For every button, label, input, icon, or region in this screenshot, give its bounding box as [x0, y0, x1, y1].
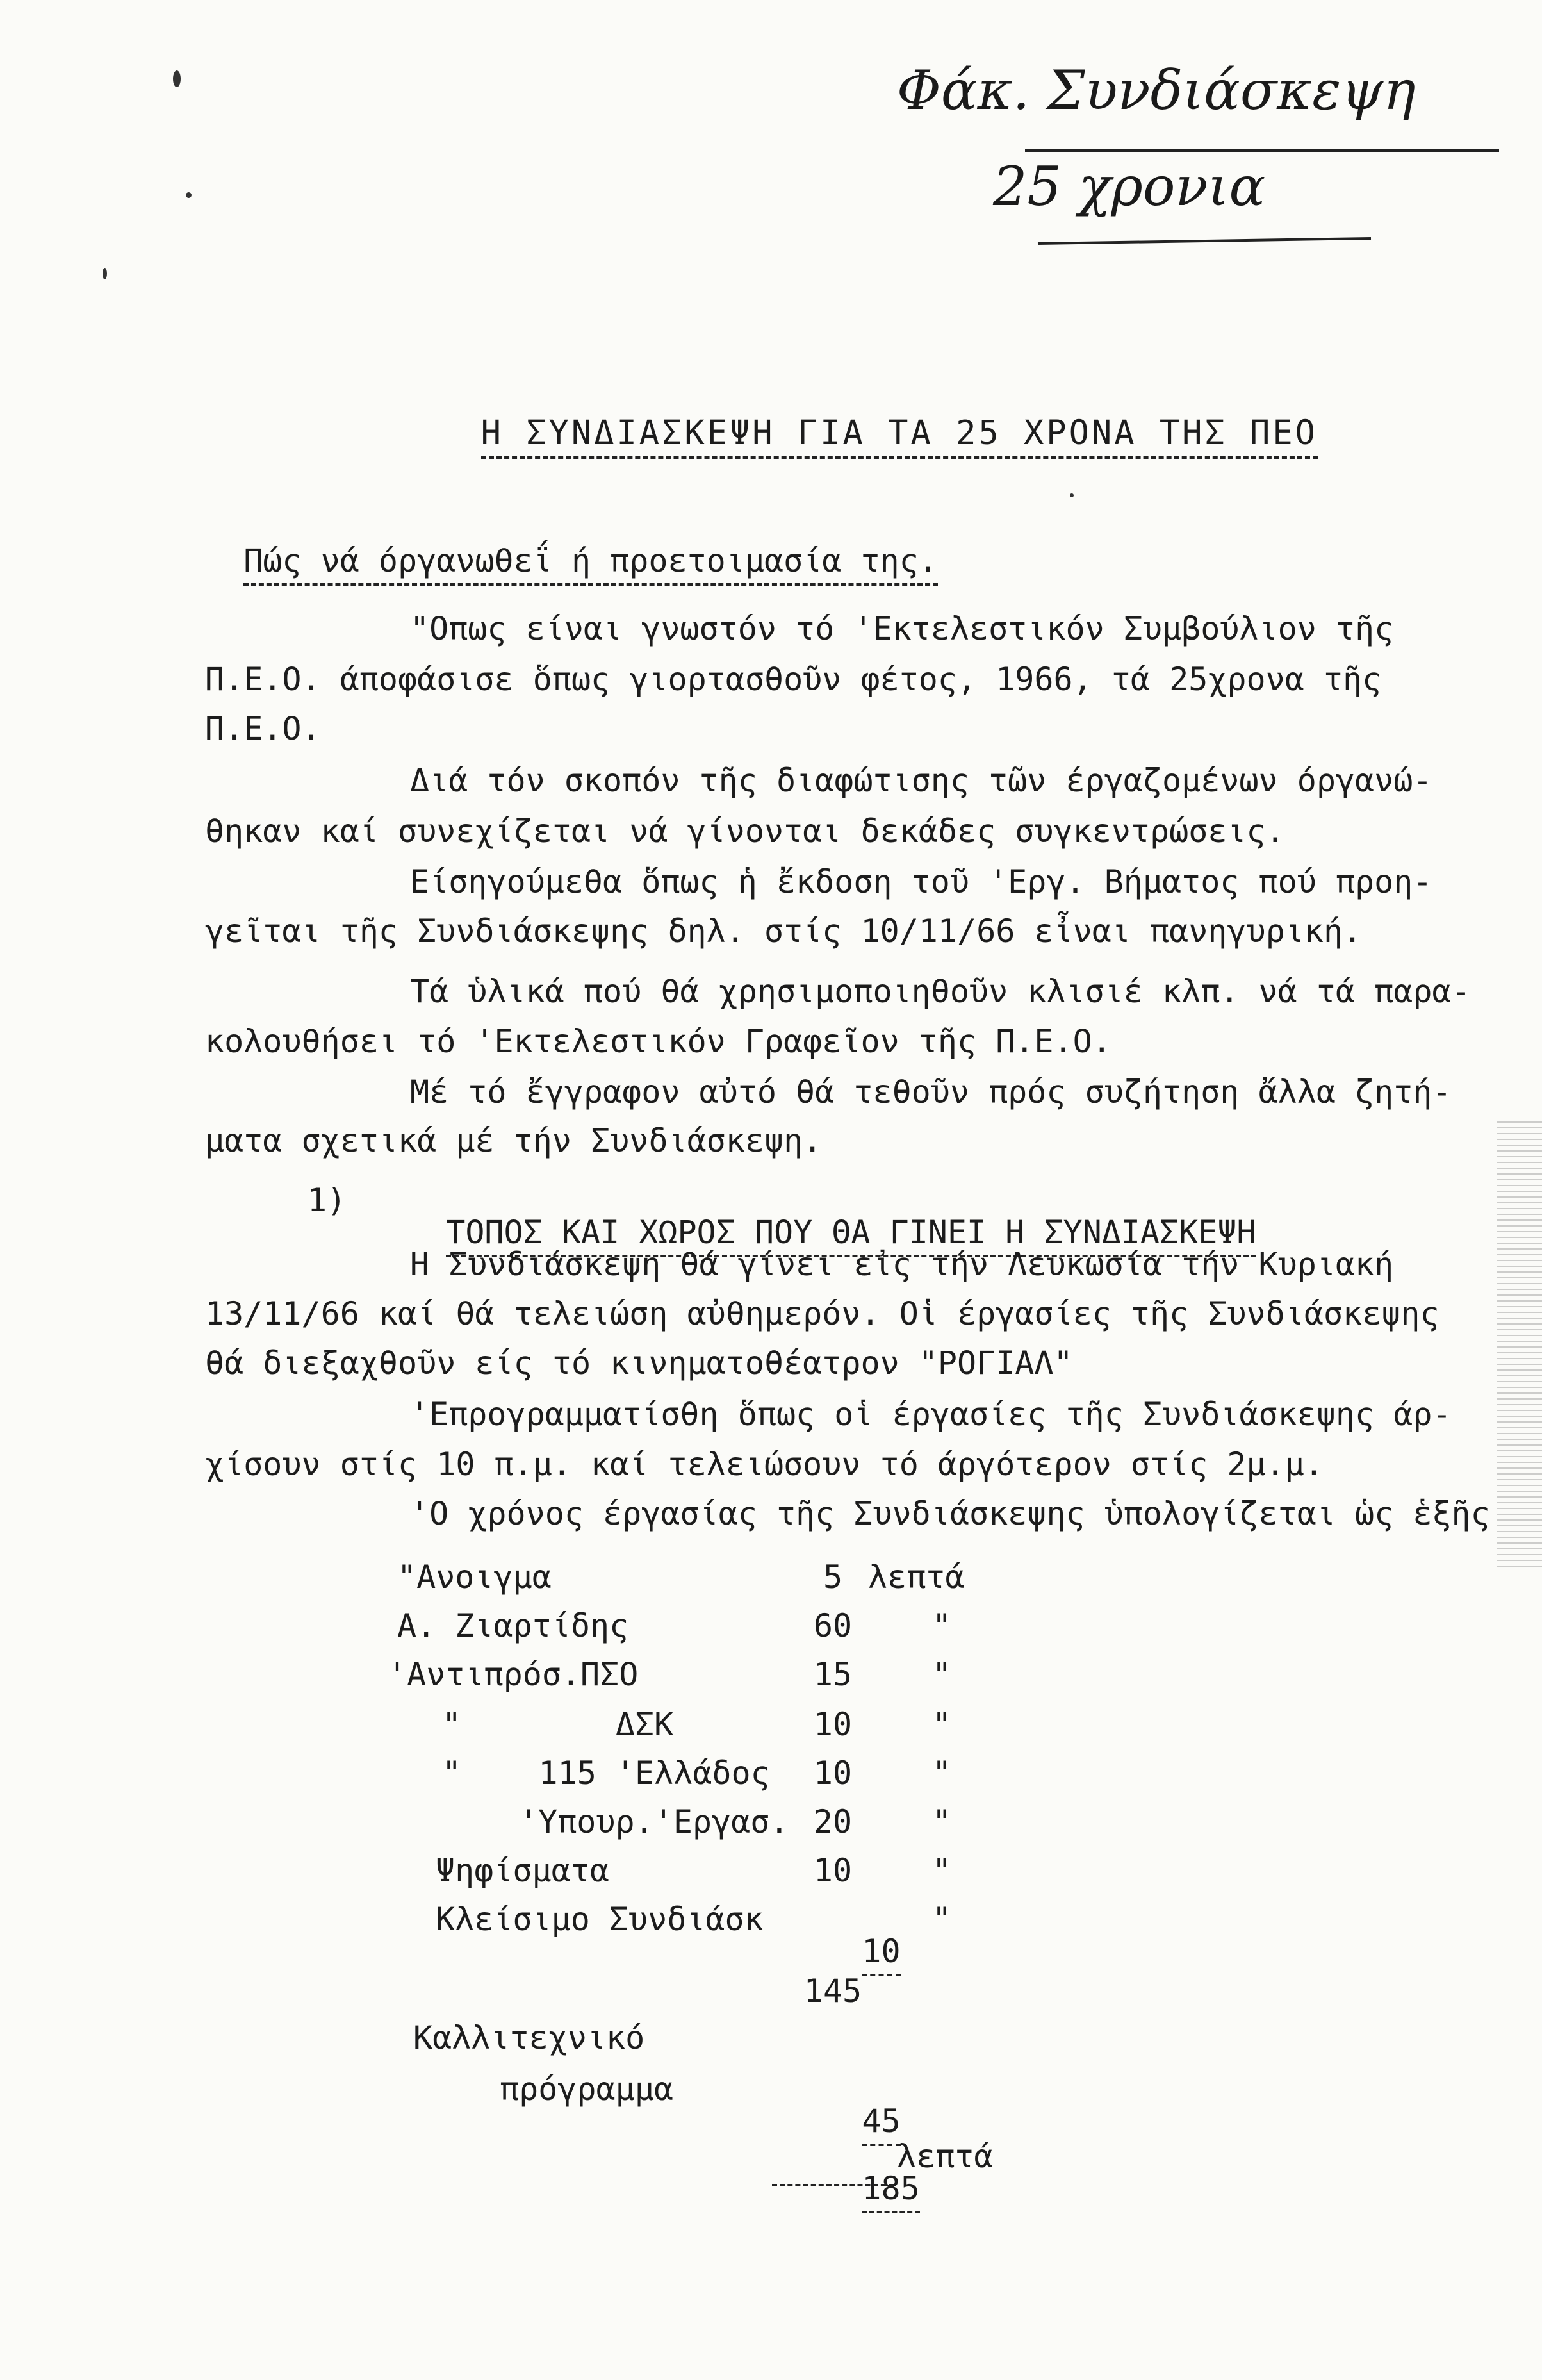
schedule-row-label: Α. Ζιαρτίδης [397, 1607, 629, 1644]
schedule-row-value: 20 [813, 1803, 853, 1840]
schedule-row-unit: " [932, 1803, 952, 1840]
s1-para1-line2: 13/11/66 καί θά τελειώση αὐθημερόν. Οἱ έργασίες τῆς Συνδιάσκεψης [205, 1295, 1439, 1332]
document-subtitle [205, 513, 938, 577]
para4-line2: κολουθήσει τό 'Εκτελεστικόν Γραφεῖον τῆς Π.Ε.Ο. [205, 1023, 1111, 1060]
schedule-row-value: 60 [813, 1607, 853, 1644]
scan-speck [103, 268, 107, 279]
schedule-row-unit: " [932, 1706, 952, 1743]
scan-speck [173, 70, 181, 87]
scan-edge-noise [1497, 1121, 1542, 1570]
section1-heading-text: ΤΟΠΟΣ ΚΑΙ ΧΩΡΟΣ ΠΟΥ ΘΑ ΓΙΝΕΙ Η ΣΥΝΔΙΑΣΚΕΨΗ [446, 1214, 1256, 1257]
schedule-row-label: " ΔΣΚ [442, 1706, 674, 1743]
scan-speck [186, 192, 192, 198]
schedule-row-unit: " [932, 1755, 952, 1792]
schedule-row-label: 'Υπουρ.'Εργασ. [519, 1803, 789, 1840]
schedule-row-label: 'Αντιπρόσ.ΠΣΟ [388, 1656, 639, 1693]
schedule-row-unit: λεπτά [868, 1558, 965, 1596]
schedule-row-value: 15 [813, 1656, 853, 1693]
schedule-row-value: 5 [823, 1558, 843, 1596]
para5-line2: ματα σχετικά μέ τήν Συνδιάσκεψη. [205, 1122, 823, 1159]
schedule-row-value-text: 10 [862, 1933, 900, 1976]
s1-para1-line1: Η Συνδιάσκεψη θά γίνει εἰς τήν Λευκωσία τήν Κυριακή [410, 1246, 1394, 1283]
total-double-underline [772, 2184, 894, 2186]
handwritten-line-2: 25 χρονια [993, 155, 1266, 218]
schedule-row-label: "Ανοιγμα [397, 1558, 552, 1596]
schedule-subtotal: 145 [803, 1972, 862, 2010]
para1-line3: Π.Ε.Ο. [205, 710, 321, 747]
para2-line2: θηκαν καί συνεχίζεται νά γίνονται δεκάδες συγκεντρώσεις. [205, 813, 1285, 850]
artistic-value-text: 45 [862, 2103, 900, 2146]
schedule-row-value: 10 [813, 1706, 853, 1743]
schedule-row-label: Κλείσιμο Συνδιάσκ [436, 1901, 764, 1938]
schedule-row-label: " 115 'Ελλάδος [442, 1755, 770, 1792]
schedule-row-unit: " [932, 1852, 952, 1889]
s1-para3-line1: 'Ο χρόνος έργασίας τῆς Συνδιάσκεψης ὑπολογίζεται ὡς ἑξῆς [410, 1495, 1490, 1532]
s1-para2-line1: 'Επρογραμματίσθη ὅπως οἱ έργασίες τῆς Συνδιάσκεψης άρ- [410, 1396, 1452, 1433]
schedule-total-text: 185 [862, 2170, 919, 2213]
section1-heading [407, 1184, 1256, 1251]
schedule-total-unit: λεπτά [897, 2138, 994, 2175]
schedule-row-unit: " [932, 1901, 952, 1938]
para1-line2: Π.Ε.Ο. άποφάσισε ὅπως γιορτασθοῦν φέτος, 1966, τά 25χρονα τῆς [205, 661, 1382, 698]
s1-para1-line3: θά διεξαχθοῦν είς τό κινηματοθέατρον "ΡΟΓΙΑΛ" [205, 1344, 1073, 1382]
artistic-label-1: Καλλιτεχνικό [413, 2019, 645, 2056]
schedule-total [785, 2140, 920, 2236]
title-text: Η ΣΥΝΔΙΑΣΚΕΨΗ ΓΙΑ ΤΑ 25 ΧΡΟΝΑ ΤΗΣ ΠΕΟ [481, 414, 1318, 459]
schedule-row-label: Ψηφίσματα [436, 1852, 609, 1889]
para1-line1: "Οπως είναι γνωστόν τό 'Εκτελεστικόν Συμβούλιον τῆς [410, 610, 1394, 647]
handwritten-line-1: Φάκ. Συνδιάσκεψη [897, 59, 1416, 122]
handwritten-note [884, 38, 1525, 282]
para5-line1: Μέ τό ἔγγραφον αὐτό θά τεθοῦν πρός συζήτηση ἄλλα ζητή- [410, 1073, 1452, 1111]
scan-speck [1070, 493, 1074, 497]
para2-line1: Διά τόν σκοπόν τῆς διαφώτισης τῶν έργαζομένων όργανώ- [410, 762, 1432, 799]
subtitle-text: Πώς νά όργανωθεΐ ή προετοιμασία της. [243, 542, 938, 586]
para4-line1: Τά ὑλικά πού θά χρησιμοποιηθοῦν κλισιέ κλπ. νά τά παρα- [410, 973, 1471, 1010]
para3-line2: γεῖται τῆς Συνδιάσκεψης δηλ. στίς 10/11/66 εἶναι πανηγυρική. [205, 913, 1363, 950]
para3-line1: Είσηγούμεθα ὅπως ἡ ἔκδοση τοῦ 'Εργ. Βήματος πού προη- [410, 863, 1432, 900]
document-title [436, 383, 1318, 450]
s1-para2-line2: χίσουν στίς 10 π.μ. καί τελειώσουν τό άργότερον στίς 2μ.μ. [205, 1446, 1324, 1483]
section1-number: 1) [308, 1182, 347, 1219]
schedule-row-value: 10 [813, 1755, 853, 1792]
schedule-row-unit: " [932, 1656, 952, 1693]
artistic-label-2: πρόγραμμα [500, 2070, 673, 2108]
schedule-row-value: 10 [813, 1852, 853, 1889]
schedule-row-unit: " [932, 1607, 952, 1644]
